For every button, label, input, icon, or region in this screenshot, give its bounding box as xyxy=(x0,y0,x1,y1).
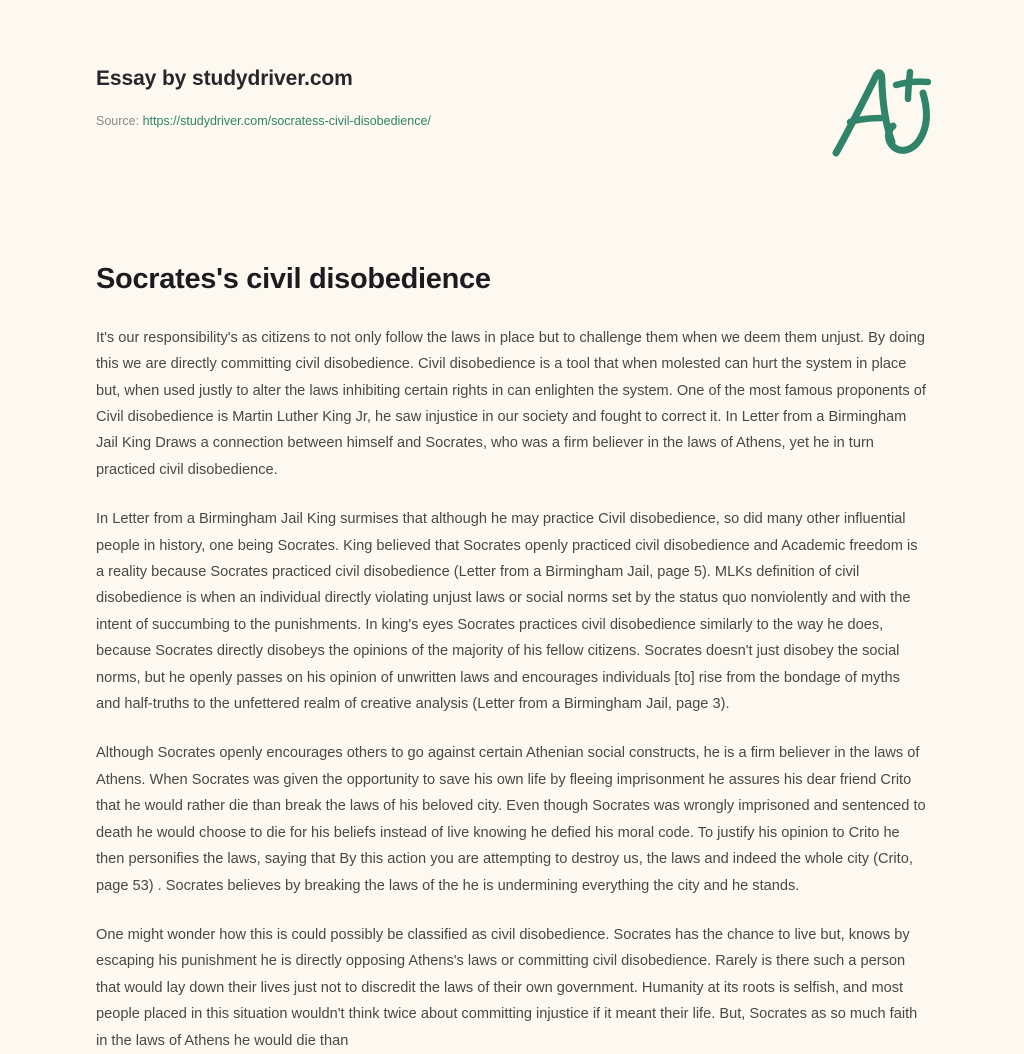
article xyxy=(0,262,1024,1054)
paragraph: In Letter from a Birmingham Jail King surmises that although he may practice Civil disobedience, so did many other influential people in history, one being Socrates. King believed that Socrates openly practiced civil disobedience and Academic freedom is a reality because Socrates practiced civil disobedience (Letter from a Birmingham Jail, page 5). MLKs definition of civil disobedience is when an individual directly violating unjust laws or social norms set by the status quo nonviolently and with the intent of succumbing to the punishments. In king's eyes Socrates practices civil disobedience similarly to the way he does, because Socrates directly disobeys the opinions of the majority of his fellow citizens. Socrates doesn't just disobey the social norms, but he openly passes on his opinion of unwritten laws and encourages individuals [to] rise from the bondage of myths and half-truths to the unfettered realm of creative analysis (Letter from a Birmingham Jail, page 3). xyxy=(96,511,918,713)
source-line xyxy=(96,113,431,129)
paragraph: One might wonder how this is could possibly be classified as civil disobedience. Socrates has the chance to live but, knows by escaping his punishment he is directly opposing Athens's laws or committing civil disobedience. Rarely is there such a person that would lay down their lives just not to discredit the laws of their own government. Humanity at its roots is selfish, and most people placed in this situation wouldn't think twice about committing injustice if it meant their life. But, Socrates as so much faith in the laws of Athens he would die than xyxy=(96,926,918,1049)
source-url-link[interactable]: https://studydriver.com/socratess-civil-disobedience/ xyxy=(142,114,431,129)
paragraph: Although Socrates openly encourages others to go against certain Athenian social constructs, he is a firm believer in the laws of Athens. When Socrates was given the opportunity to save his own life by fleeing imprisonment he assures his dear friend Crito that he would rather die than break the laws of his beloved city. Even though Socrates was wrongly imprisoned and sentenced to death he would choose to die for his beliefs instead of live knowing he defied his moral code. To justify his opinion to Crito he then personifies the laws, saying that By this action you are attempting to destroy us, the laws and indeed the whole city (Crito, page 53) . Socrates believes by breaking the laws of the he is undermining everything the city and he stands. xyxy=(96,745,926,894)
a-plus-logo-icon xyxy=(824,60,942,164)
page-header xyxy=(0,0,1024,164)
page-title: Socrates's civil disobedience xyxy=(96,263,491,295)
source-label: Source: xyxy=(96,114,140,129)
header-text-block xyxy=(96,66,431,129)
paragraph: It's our responsibility's as citizens to not only follow the laws in place but to challenge them when we deem them unjust. By doing this we are directly committing civil disobedience. Civil disobedience is a tool that when molested can hurt the system in place but, when used justly to alter the laws inhibiting certain rights in can enlighten the system. One of the most famous proponents of Civil disobedience is Martin Luther King Jr, he saw injustice in our society and fought to correct it. In Letter from a Birmingham Jail King Draws a connection between himself and Socrates, who was a firm believer in the laws of Athens, yet he in turn practiced civil disobedience. xyxy=(96,329,926,478)
byline: Essay by studydriver.com xyxy=(96,67,353,90)
article-body xyxy=(96,325,928,1054)
